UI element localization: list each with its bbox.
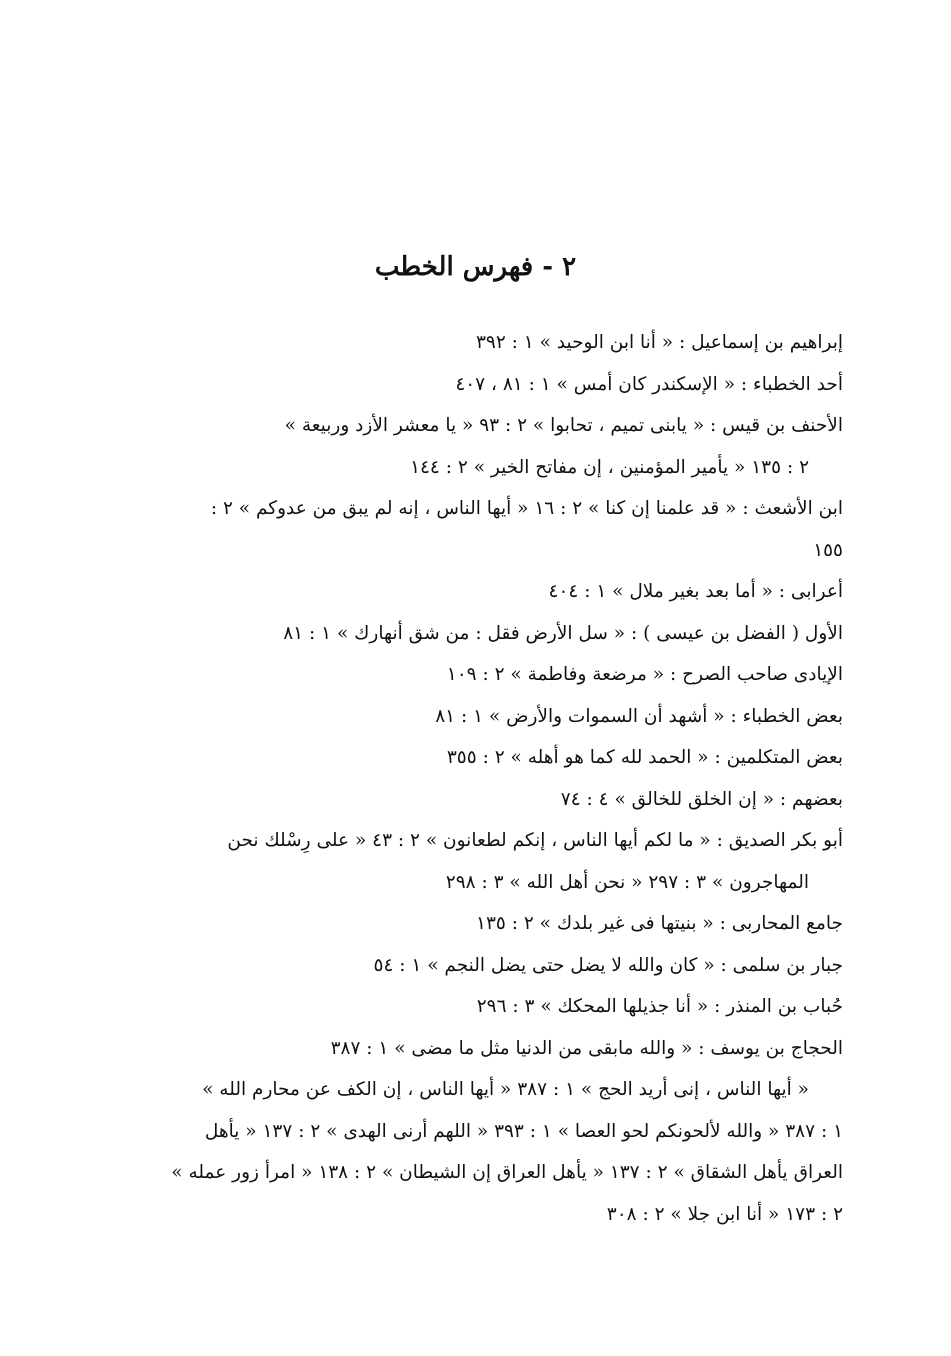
page-title: ٢ - فهرس الخطب	[374, 252, 577, 282]
index-entry: أحد الخطباء : « الإسكندر كان أمس » ١ : ٨١ ، ٤٠٧	[455, 373, 843, 395]
index-entry-continuation: ١ : ٣٨٧ « والله لألحونكم لحو العصا » ١ : ٣٩٣ « اللهم أرنى الهدى » ٢ : ١٣٧ « يأهل	[204, 1120, 843, 1142]
index-entry: بعض المتكلمين : « الحمد لله كما هو أهله » ٢ : ٣٥٥	[446, 747, 843, 768]
index-entry-continuation: العراق يأهل الشقاق » ٢ : ١٣٧ « يأهل العراق إن الشيطان » ٢ : ١٣٨ « امرأ زور عمله »	[171, 1162, 843, 1183]
index-entry: إبراهيم بن إسماعيل : « أنا ابن الوحيد » ١ : ٣٩٢	[475, 332, 843, 353]
index-entry: الأحنف بن قيس : « يابنى تميم ، تحابوا » ٢ : ٩٣ « يا معشر الأزد وربيعة »	[284, 415, 843, 436]
index-entry: أعرابى : « أما بعد بغير ملال » ١ : ٤٠٤	[548, 581, 843, 602]
index-entry-continuation: ١٥٥	[813, 539, 843, 561]
index-entry-continuation: المهاجرون » ٣ : ٢٩٧ « نحن أهل الله » ٣ : ٢٩٨	[445, 871, 809, 893]
index-entry: جبار بن سلمى : « كان والله لا يضل حتى يضل النجم » ١ : ٥٤	[373, 954, 843, 976]
index-entry: الأول ( الفضل بن عيسى ) : « سل الأرض فقل : من شق أنهارك » ١ : ٨١	[283, 622, 843, 644]
index-entry: بعضهم : « إن الخلق للخالق » ٤ : ٧٤	[560, 788, 843, 810]
speech-index-list	[163, 322, 843, 1235]
index-entry-continuation: ٢ : ١٧٣ « أنا ابن جلا » ٢ : ٣٠٨	[606, 1203, 843, 1225]
index-entry: جامع المحاربى : « بنيتها فى غير بلدك » ٢ : ١٣٥	[476, 913, 843, 934]
index-entry: أبو بكر الصديق : « ما لكم أيها الناس ، إنكم لطعانون » ٢ : ٤٣ « على رِسْلك نحن	[227, 830, 843, 851]
index-entry: حُباب بن المنذر : « أنا جذيلها المحكك » ٣ : ٢٩٦	[476, 996, 843, 1017]
index-entry: ابن الأشعث : « قد علمنا إن كنا » ٢ : ١٦ « أيها الناس ، إنه لم يبق من عدوكم » ٢ :	[210, 498, 843, 519]
index-entry-continuation: ٢ : ١٣٥ « يأمير المؤمنين ، إن مفاتح الخير » ٢ : ١٤٤	[410, 456, 809, 478]
index-entry: بعض الخطباء : « أشهد أن السموات والأرض » ١ : ٨١	[435, 705, 843, 727]
index-entry: الإيادى صاحب الصرح : « مرضعة وفاطمة » ٢ : ١٠٩	[446, 664, 843, 685]
index-entry: الحجاج بن يوسف : « والله مابقى من الدنيا مثل ما مضى » ١ : ٣٨٧	[330, 1037, 843, 1059]
index-entry-continuation: « أيها الناس ، إنى أريد الحج » ١ : ٣٨٧ « أيها الناس ، إن الكف عن محارم الله »	[202, 1079, 809, 1100]
